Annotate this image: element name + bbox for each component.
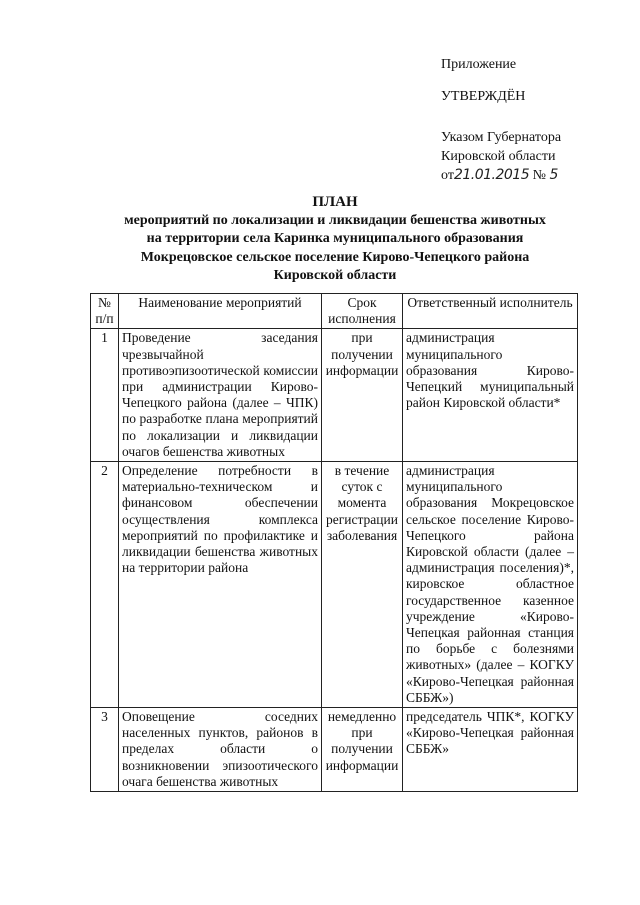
- handwritten-number: 5: [549, 167, 558, 183]
- row-term: немедленно при получении информации: [322, 708, 403, 792]
- header-num: № п/п: [91, 294, 119, 329]
- plan-table: [90, 293, 578, 792]
- region-label: Кировской области: [441, 149, 556, 164]
- approval-block: [441, 55, 631, 185]
- plan-title: [90, 193, 580, 286]
- row-term: в течение суток с момента регистрации заболевания: [322, 462, 403, 708]
- plan-subtitle-line-2: на территории села Каринка муниципального образования: [146, 231, 524, 246]
- row-responsible: администрация муниципального образования Мокрецовское сельское поселение Кирово-Чепецкого района Кировской области (далее – администрация поселения)*, кировское областное государственное казенное учреждение «Кирово-Чепецкая районная станция по борьбе с болезнями животных» (далее – КОГКУ «Кирово-Чепецкая районная СББЖ»): [403, 462, 578, 708]
- header-name: Наименование мероприятий: [119, 294, 322, 329]
- row-term: при получении информации: [322, 329, 403, 462]
- handwritten-date: 21.01.2015: [453, 167, 530, 183]
- appendix-label: Приложение: [441, 57, 517, 72]
- decree-date-line: [441, 166, 631, 185]
- number-sign: №: [532, 168, 546, 183]
- header-responsible: Ответственный исполнитель: [403, 294, 578, 329]
- row-num: 3: [91, 708, 119, 792]
- row-name: Проведение заседания чрезвычайной противоэпизоотической комиссии при администрации Кирово-Чепецкого района (далее – ЧПК) по разработке плана мероприятий по локализации и ликвидации очагов бешенства животных: [119, 329, 322, 462]
- date-prefix: от: [441, 168, 454, 183]
- header-term: Срок исполнения: [322, 294, 403, 329]
- row-responsible: председатель ЧПК*, КОГКУ «Кирово-Чепецкая районная СББЖ»: [403, 708, 578, 792]
- row-num: 1: [91, 329, 119, 462]
- table-row: [91, 462, 578, 708]
- table-row: [91, 329, 578, 462]
- approved-label: УТВЕРЖДЁН: [441, 89, 526, 104]
- plan-subtitle-line-4: Кировской области: [273, 268, 397, 283]
- decree-label: Указом Губернатора: [441, 130, 562, 145]
- row-num: 2: [91, 462, 119, 708]
- table-row: [91, 708, 578, 792]
- row-responsible: администрация муниципального образования Кирово-Чепецкий муниципальный район Кировской области*: [403, 329, 578, 462]
- row-name: Определение потребности в материально-техническом и финансовом обеспечении осуществления комплекса мероприятий по профилактике и ликвидации бешенства животных на территории района: [119, 462, 322, 708]
- plan-heading: ПЛАН: [312, 194, 358, 210]
- row-name: Оповещение соседних населенных пунктов, районов в пределах области о возникновении эпизоотического очага бешенства животных: [119, 708, 322, 792]
- table-header-row: [91, 294, 578, 329]
- plan-subtitle-line-3: Мокрецовское сельское поселение Кирово-Чепецкого района: [140, 249, 530, 265]
- plan-subtitle-line-1: мероприятий по локализации и ликвидации бешенства животных: [124, 212, 546, 228]
